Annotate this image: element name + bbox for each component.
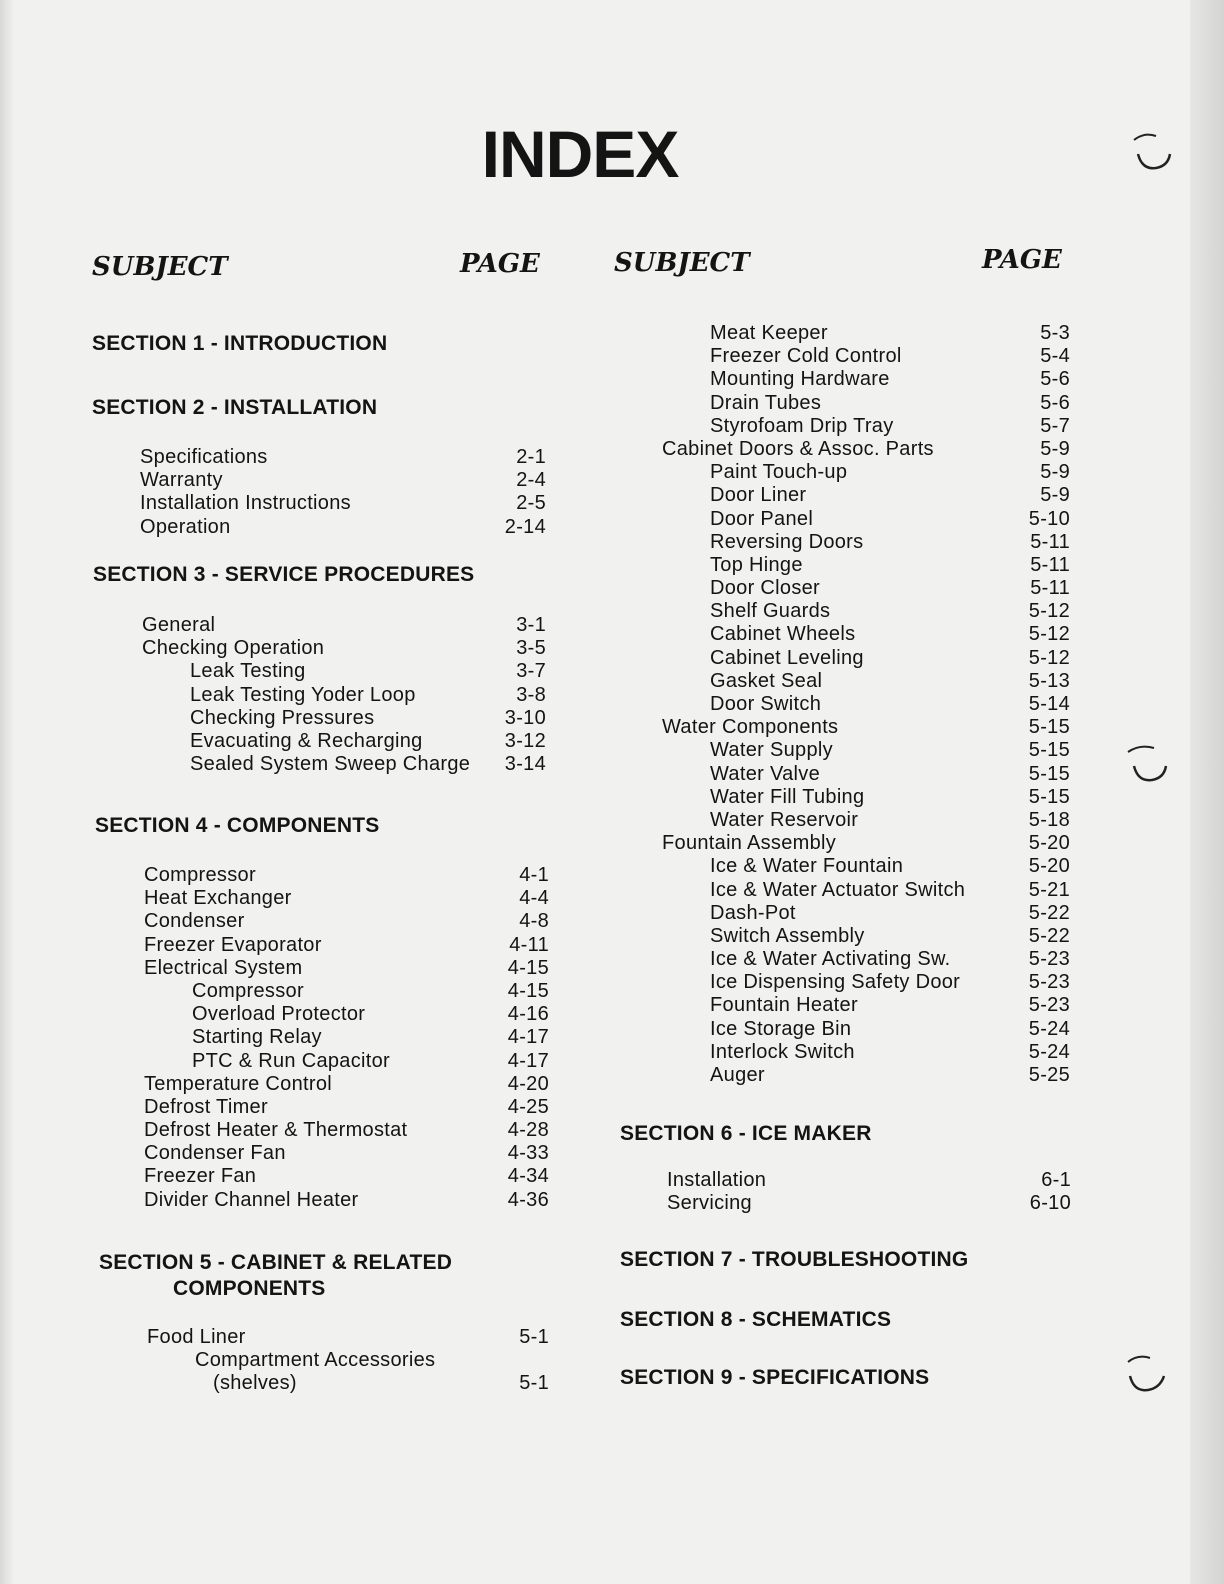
- section-4-heading: SECTION 4 - COMPONENTS: [95, 814, 380, 837]
- subject-header-right: SUBJECT: [614, 248, 750, 278]
- list-item: Installation Instructions 2-5: [140, 492, 546, 515]
- list-item: Evacuating & Recharging 3-12: [190, 729, 546, 752]
- list-item: Leak Testing Yoder Loop 3-8: [190, 683, 546, 706]
- list-item: Warranty 2-4: [140, 469, 546, 492]
- list-item: Defrost Heater & Thermostat 4-28: [144, 1119, 549, 1142]
- list-item: Ice & Water Actuator Switch 5-21: [710, 878, 1070, 901]
- list-item: Water Components 5-15: [662, 716, 1070, 739]
- list-item: Ice & Water Fountain 5-20: [710, 855, 1070, 878]
- list-item: Water Fill Tubing 5-15: [710, 785, 1070, 808]
- page-header-left: PAGE: [460, 249, 540, 279]
- list-item: Switch Assembly 5-22: [710, 924, 1070, 947]
- list-item: Leak Testing 3-7: [190, 660, 546, 683]
- list-item: Food Liner 5-1: [147, 1326, 549, 1348]
- list-item: Divider Channel Heater 4-36: [144, 1188, 549, 1211]
- binder-hole-icon: [1128, 130, 1176, 174]
- list-item: Auger 5-25: [710, 1064, 1070, 1086]
- list-item: Cabinet Wheels 5-12: [710, 623, 1070, 646]
- list-item: Top Hinge 5-11: [710, 553, 1070, 576]
- section-6-heading: SECTION 6 - ICE MAKER: [620, 1122, 872, 1145]
- section-5-heading-line2: COMPONENTS: [173, 1277, 326, 1300]
- list-item: Reversing Doors 5-11: [710, 530, 1070, 553]
- list-item: Heat Exchanger 4-4: [144, 887, 549, 910]
- section-2-heading: SECTION 2 - INSTALLATION: [92, 396, 378, 419]
- list-item: Drain Tubes 5-6: [710, 391, 1070, 414]
- list-item: Water Supply 5-15: [710, 739, 1070, 762]
- list-item: General 3-1: [142, 614, 546, 636]
- section-3-list: [142, 614, 546, 776]
- list-item: Checking Pressures 3-10: [190, 706, 546, 729]
- page-title: INDEX: [481, 117, 679, 191]
- list-item: Compressor 4-1: [144, 864, 549, 886]
- list-item: Operation 2-14: [140, 515, 546, 538]
- section-5-list: [147, 1326, 549, 1396]
- list-item: Freezer Fan 4-34: [144, 1165, 549, 1188]
- binder-hole-icon: [1124, 742, 1172, 786]
- list-item: Checking Operation 3-5: [142, 637, 546, 660]
- list-item: Paint Touch-up 5-9: [710, 461, 1070, 484]
- page-header-right: PAGE: [982, 245, 1062, 275]
- list-item: (shelves) 5-1: [213, 1372, 549, 1395]
- list-item: Door Switch 5-14: [710, 693, 1070, 715]
- list-item: Starting Relay 4-17: [192, 1026, 549, 1049]
- list-item: Water Valve 5-15: [710, 762, 1070, 785]
- list-item: Door Closer 5-11: [710, 577, 1070, 600]
- section-5-heading-line1: SECTION 5 - CABINET & RELATED: [99, 1251, 453, 1274]
- page-shadow: [0, 0, 14, 1584]
- section-5-continued-list: [662, 322, 1070, 1087]
- list-item: Defrost Timer 4-25: [144, 1095, 549, 1118]
- list-item: Compressor 4-15: [192, 979, 549, 1002]
- list-item: Dash-Pot 5-22: [710, 901, 1070, 924]
- list-item: Cabinet Leveling 5-12: [710, 646, 1070, 669]
- list-item: Fountain Heater 5-23: [710, 994, 1070, 1017]
- binder-hole-icon: [1122, 1352, 1170, 1396]
- list-item: Mounting Hardware 5-6: [710, 368, 1070, 391]
- list-item: Shelf Guards 5-12: [710, 600, 1070, 623]
- list-item: Condenser Fan 4-33: [144, 1142, 549, 1165]
- list-item: Meat Keeper 5-3: [710, 322, 1070, 344]
- section-1-heading: SECTION 1 - INTRODUCTION: [92, 332, 388, 355]
- list-item: Overload Protector 4-16: [192, 1003, 549, 1026]
- list-item: Water Reservoir 5-18: [710, 808, 1070, 831]
- section-7-heading: SECTION 7 - TROUBLESHOOTING: [620, 1248, 969, 1271]
- list-item: Temperature Control 4-20: [144, 1072, 549, 1095]
- list-item: Fountain Assembly 5-20: [662, 832, 1070, 855]
- list-item: PTC & Run Capacitor 4-17: [192, 1049, 549, 1072]
- list-item: Ice Dispensing Safety Door 5-23: [710, 971, 1070, 994]
- list-item: Sealed System Sweep Charge 3-14: [190, 753, 546, 776]
- list-item: Styrofoam Drip Tray 5-7: [710, 414, 1070, 437]
- list-item: Specifications 2-1: [140, 446, 546, 468]
- section-5-heading: [99, 1250, 452, 1302]
- section-3-heading: SECTION 3 - SERVICE PROCEDURES: [93, 563, 475, 586]
- list-item: Condenser 4-8: [144, 910, 549, 933]
- list-item: Interlock Switch 5-24: [710, 1040, 1070, 1063]
- section-8-heading: SECTION 8 - SCHEMATICS: [620, 1308, 892, 1331]
- list-item: Electrical System 4-15: [144, 956, 549, 979]
- list-item: Installation 6-1: [667, 1169, 1071, 1191]
- list-item: Ice Storage Bin 5-24: [710, 1017, 1070, 1040]
- subject-header-left: SUBJECT: [92, 252, 228, 282]
- list-item: Gasket Seal 5-13: [710, 669, 1070, 692]
- list-item: Servicing 6-10: [667, 1192, 1071, 1215]
- list-item: Compartment Accessories: [195, 1349, 436, 1372]
- list-item: Freezer Cold Control 5-4: [710, 345, 1070, 368]
- list-item: Freezer Evaporator 4-11: [144, 933, 549, 956]
- section-9-heading: SECTION 9 - SPECIFICATIONS: [620, 1366, 930, 1389]
- list-item: Door Panel 5-10: [710, 507, 1070, 530]
- section-2-list: [140, 446, 546, 539]
- list-item: Ice & Water Activating Sw. 5-23: [710, 948, 1070, 971]
- list-item: Cabinet Doors & Assoc. Parts 5-9: [662, 437, 1070, 460]
- section-6-list: [667, 1169, 1071, 1215]
- list-item: Door Liner 5-9: [710, 484, 1070, 507]
- section-4-list: [144, 864, 549, 1212]
- page-edge: [1190, 0, 1224, 1584]
